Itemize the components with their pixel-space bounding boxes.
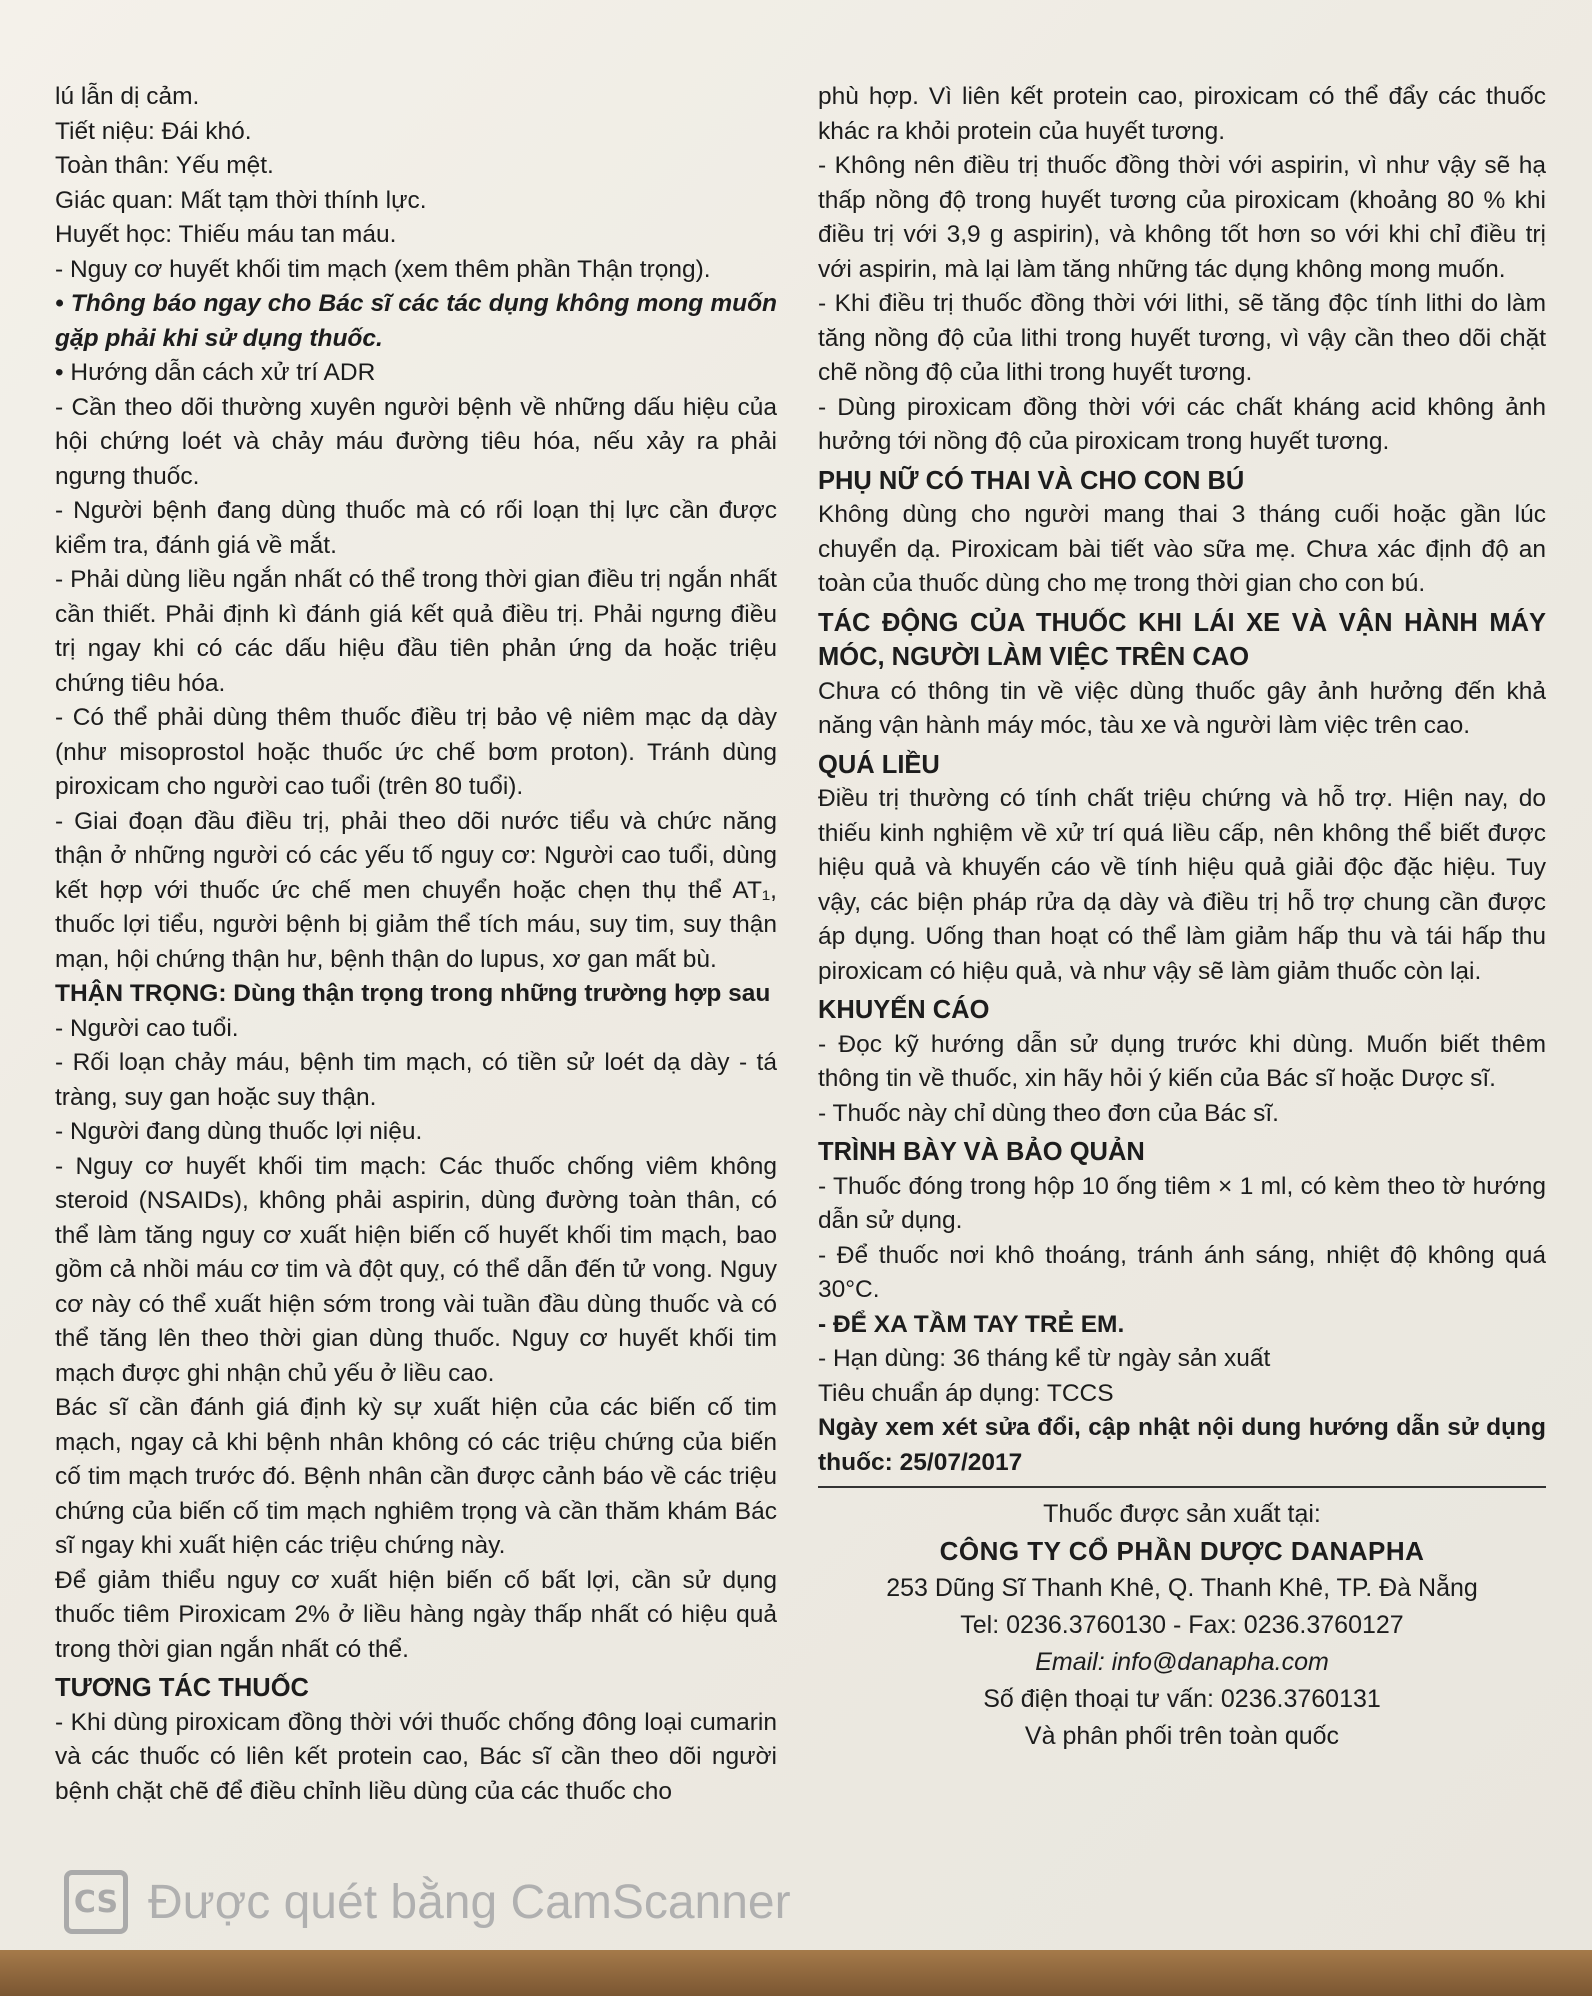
- paragraph: - Rối loạn chảy máu, bệnh tim mạch, có tiền sử loét dạ dày - tá tràng, suy gan hoặc suy thận.: [55, 1049, 777, 1111]
- children-warning: - ĐỂ XA TẦM TAY TRẺ EM.: [818, 1310, 1125, 1338]
- company-email: Email: info@danapha.com: [1035, 1648, 1329, 1676]
- paragraph: phù hợp. Vì liên kết protein cao, piroxicam có thể đẩy các thuốc khác ra khỏi protein của huyết tương.: [818, 83, 1546, 145]
- adr-handling-title: • Hướng dẫn cách xử trí ADR: [55, 359, 376, 386]
- paragraph: Điều trị thường có tính chất triệu chứng và hỗ trợ. Hiện nay, do thiếu kinh nghiệm về xử trí quá liều cấp, nên không thể biết được hiệu quả và khuyến cáo về tính hiệu quả giải độc đặc hiệu. Tuy vậy, các biện pháp rửa dạ dày và điều trị hỗ trợ chung cần được áp dụng. Uống than hoạt có thể làm giảm hấp thu và tái hấp thu piroxicam có hiệu quả, và như vậy sẽ làm giảm thuốc còn lại.: [818, 785, 1546, 985]
- manufacturer-block: [818, 1496, 1546, 1755]
- interactions-heading: TƯƠNG TÁC THUỐC: [55, 1674, 309, 1702]
- paragraph: - Khi điều trị thuốc đồng thời với lithi, sẽ tăng độc tính lithi do làm tăng nồng độ của lithi trong huyết tương, vì vậy cần theo dõi chặt chẽ nồng độ của lithi trong huyết tương.: [818, 290, 1546, 386]
- consult-phone: Số điện thoại tư vấn: 0236.3760131: [983, 1685, 1381, 1713]
- recommendation-heading: KHUYẾN CÁO: [818, 996, 990, 1024]
- revision-date: Ngày xem xét sửa đổi, cập nhật nội dung hướng dẫn sử dụng thuốc: 25/07/2017: [818, 1414, 1546, 1476]
- watermark-text: Được quét bằng CamScanner: [148, 1875, 791, 1929]
- paragraph: - Người bệnh đang dùng thuốc mà có rối loạn thị lực cần được kiểm tra, đánh giá về mắt.: [55, 497, 777, 559]
- paragraph: Không dùng cho người mang thai 3 tháng cuối hoặc gần lúc chuyển dạ. Piroxicam bài tiết vào sữa mẹ. Chưa xác định độ an toàn của thuốc dùng cho mẹ trong thời gian cho con bú.: [818, 501, 1546, 597]
- driving-heading: TÁC ĐỘNG CỦA THUỐC KHI LÁI XE VÀ VẬN HÀNH MÁY MÓC, NGƯỜI LÀM VIỆC TRÊN CAO: [818, 608, 1546, 671]
- paragraph: - Để thuốc nơi khô thoáng, tránh ánh sáng, nhiệt độ không quá 30°C.: [818, 1241, 1546, 1303]
- paragraph: - Thuốc này chỉ dùng theo đơn của Bác sĩ.: [818, 1099, 1279, 1127]
- text-line: lú lẫn dị cảm.: [55, 83, 200, 110]
- storage-heading: TRÌNH BÀY VÀ BẢO QUẢN: [818, 1138, 1145, 1166]
- paragraph: - Không nên điều trị thuốc đồng thời với aspirin, vì như vậy sẽ hạ thấp nồng độ trong huyết tương của piroxicam (khoảng 80 % khi điều trị với 3,9 g aspirin), và không tốt hơn so với khi chỉ điều trị với aspirin, mà lại làm tăng những tác dụng không mong muốn.: [818, 152, 1546, 283]
- paragraph: - Thuốc đóng trong hộp 10 ống tiêm × 1 ml, có kèm theo tờ hướng dẫn sử dụng.: [818, 1172, 1546, 1234]
- paragraph: - Có thể phải dùng thêm thuốc điều trị bảo vệ niêm mạc dạ dày (như misoprostol hoặc thuốc ức chế bơm proton). Tránh dùng piroxicam cho người cao tuổi (trên 80 tuổi).: [55, 704, 777, 800]
- paragraph: Tiêu chuẩn áp dụng: TCCS: [818, 1379, 1114, 1407]
- text-line: Tiết niệu: Đái khó.: [55, 117, 252, 145]
- paragraph: - Khi dùng piroxicam đồng thời với thuốc chống đông loại cumarin và các thuốc có liên kết protein cao, Bác sĩ cần theo dõi người bệnh chặt chẽ để điều chỉnh liều dùng của các thuốc cho: [55, 1708, 777, 1805]
- made-at-label: Thuốc được sản xuất tại:: [1043, 1500, 1321, 1528]
- text-line: Huyết học: Thiếu máu tan máu.: [55, 221, 397, 248]
- camscanner-watermark: [64, 1870, 791, 1934]
- paragraph: Chưa có thông tin về việc dùng thuốc gây ảnh hưởng đến khả năng vận hành máy móc, tàu xe và người làm việc trên cao.: [818, 677, 1546, 739]
- company-address: 253 Dũng Sĩ Thanh Khê, Q. Thanh Khê, TP. Đà Nẵng: [886, 1574, 1478, 1602]
- company-phone-fax: Tel: 0236.3760130 - Fax: 0236.3760127: [960, 1611, 1404, 1639]
- paragraph: - Phải dùng liều ngắn nhất có thể trong thời gian điều trị ngắn nhất cần thiết. Phải định kì đánh giá kết quả điều trị. Phải ngưng điều trị ngay khi có các dấu hiệu đầu tiên phản ứng da hoặc triệu chứng tiêu hóa.: [55, 566, 777, 697]
- text-line: - Nguy cơ huyết khối tim mạch (xem thêm phần Thận trọng).: [55, 255, 711, 283]
- pregnancy-heading: PHỤ NỮ CÓ THAI VÀ CHO CON BÚ: [818, 466, 1245, 495]
- paragraph: - Cần theo dõi thường xuyên người bệnh về những dấu hiệu của hội chứng loét và chảy máu đường tiêu hóa, nếu xảy ra phải ngưng thuốc.: [55, 393, 777, 490]
- distribution-note: Và phân phối trên toàn quốc: [1024, 1722, 1340, 1750]
- background-edge: [0, 1950, 1592, 1996]
- adr-notice: • Thông báo ngay cho Bác sĩ các tác dụng không mong muốn gặp phải khi sử dụng thuốc.: [55, 290, 777, 352]
- text-line: Giác quan: Mất tạm thời thính lực.: [55, 186, 427, 214]
- left-column: [55, 80, 777, 1809]
- paragraph: - Hạn dùng: 36 tháng kể từ ngày sản xuất: [818, 1345, 1271, 1372]
- paragraph: Bác sĩ cần đánh giá định kỳ sự xuất hiện của các biến cố tim mạch, ngay cả khi bệnh nhân không có các triệu chứng của biến cố tim mạch trước đó. Bệnh nhân cần được cảnh báo về các triệu chứng của biến cố tim mạch nghiêm trọng và cần thăm khám Bác sĩ ngay khi xuất hiện các triệu chứng này.: [55, 1394, 777, 1559]
- paragraph: - Người cao tuổi.: [55, 1014, 239, 1042]
- paragraph: - Đọc kỹ hướng dẫn sử dụng trước khi dùng. Muốn biết thêm thông tin về thuốc, xin hãy hỏi ý kiến của Bác sĩ hoặc Dược sĩ.: [818, 1030, 1546, 1092]
- paragraph: - Nguy cơ huyết khối tim mạch: Các thuốc chống viêm không steroid (NSAIDs), không phải aspirin, dùng đường toàn thân, có thể làm tăng nguy cơ xuất hiện biến cố huyết khối tim mạch, bao gồm cả nhồi máu cơ tim và đột quỵ, có thể dẫn đến tử vong. Nguy cơ này có thể xuất hiện sớm trong vài tuần đầu dùng thuốc và có thể tăng lên theo thời gian dùng thuốc. Nguy cơ huyết khối tim mạch được ghi nhận chủ yếu ở liều cao.: [55, 1152, 777, 1387]
- paragraph: - Giai đoạn đầu điều trị, phải theo dõi nước tiểu và chức năng thận ở những người có các yếu tố nguy cơ: Người cao tuổi, dùng kết hợp với thuốc ức chế men chuyển hoặc chẹn thụ thể AT₁, thuốc lợi tiểu, người bệnh bị giảm thể tích máu, suy tim, suy thận mạn, hội chứng thận hư, bệnh thận do lupus, xơ gan mất bù.: [55, 807, 777, 973]
- paragraph: - Người đang dùng thuốc lợi niệu.: [55, 1118, 423, 1145]
- paragraph: - Dùng piroxicam đồng thời với các chất kháng acid không ảnh hưởng tới nồng độ của piroxicam trong huyết tương.: [818, 393, 1546, 455]
- overdose-heading: QUÁ LIỀU: [818, 750, 940, 779]
- paragraph: Để giảm thiểu nguy cơ xuất hiện biến cố bất lợi, cần sử dụng thuốc tiêm Piroxicam 2% ở liều hàng ngày thấp nhất có hiệu quả trong thời gian ngắn nhất có thể.: [55, 1566, 777, 1663]
- text-line: Toàn thân: Yếu mệt.: [55, 152, 274, 179]
- precautions-heading: THẬN TRỌNG: Dùng thận trọng trong những trường hợp sau: [55, 980, 771, 1007]
- camscanner-logo-icon: CS: [64, 1870, 128, 1934]
- right-column: [818, 80, 1546, 1755]
- divider: [818, 1486, 1546, 1488]
- company-name: CÔNG TY CỔ PHẦN DƯỢC DANAPHA: [939, 1536, 1425, 1566]
